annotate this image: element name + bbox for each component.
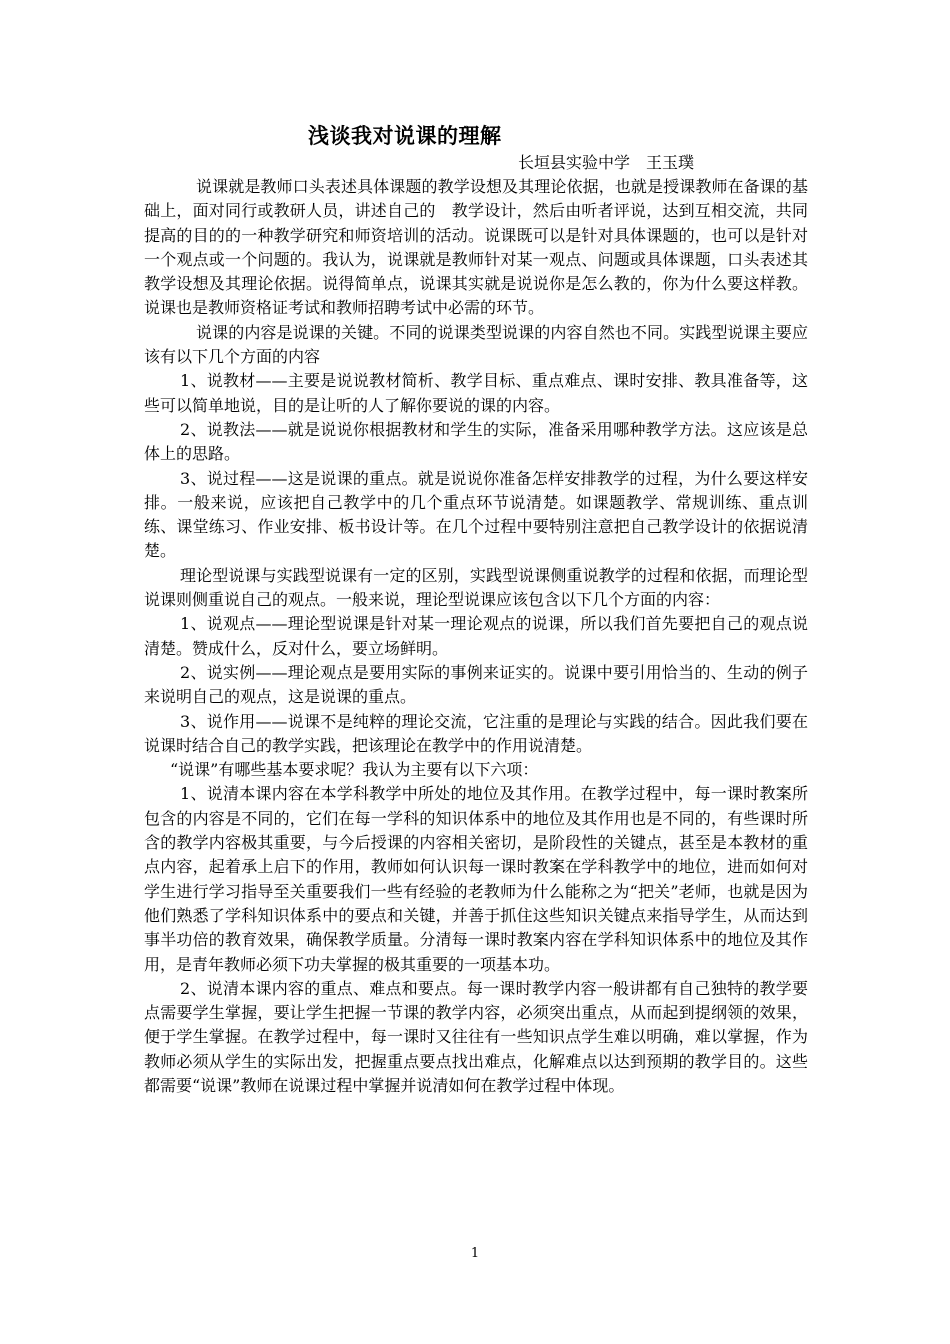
page-title: 浅谈我对说课的理解 (308, 123, 502, 148)
paragraph: 1、说教材——主要是说说教材简析、教学目标、重点难点、课时安排、教具准备等，这些可以简单地说，目的是让听的人了解你要说的课的内容。 (144, 371, 808, 415)
paragraph: “说课”有哪些基本要求呢？我认为主要有以下六项： (170, 760, 539, 780)
paragraph: 理论型说课与实践型说课有一定的区别，实践型说课侧重说教学的过程和依据，而理论型说课则侧重说自己的观点。一般来说，理论型说课应该包含以下几个方面的内容： (144, 565, 808, 610)
paragraph: 2、说清本课内容的重点、难点和要点。每一课时教学内容一般讲都有自己独特的教学要点需要学生掌握，要让学生把握一节课的教学内容，必须突出重点，从而起到提纲领的效果，便于学生掌握。在教学过程中，每一课时又往往有一些知识点学生难以明确，难以掌握，作为教师必须从学生的实际出发，把握重点要点找出难点，化解难点以达到预期的教学目的。这些都需要“说课”教师在说课过程中掌握并说清如何在教学过程中体现。 (144, 978, 808, 1095)
page-number: 1 (470, 1246, 480, 1261)
paragraph: 3、说过程——这是说课的重点。就是说说你准备怎样安排教学的过程，为什么要这样安排。一般来说，应该把自己教学中的几个重点环节说清楚。如课题教学、常规训练、重点训练、课堂练习、作业安排、板书设计等。在几个过程中要特别注意把自己教学设计的依据说清楚。 (144, 468, 808, 561)
author-line: 长垣县实验中学 王玉璞 (518, 153, 695, 172)
document-body (144, 175, 808, 1098)
paragraph: 1、说清本课内容在本学科教学中所处的地位及其作用。在教学过程中，每一课时教案所包含的内容是不同的，它们在每一学科的知识体系中的地位及其作用也是不同的，有些课时所含的教学内容极其重要，与今后授课的内容相关密切，是阶段性的关键点，甚至是本教材的重点内容，起着承上启下的作用，教师如何认识每一课时教案在学科教学中的地位，进而如何对学生进行学习指导至关重要我们一些有经验的老教师为什么能称之为“把关”老师，也就是因为他们熟悉了学科知识体系中的要点和关键，并善于抓住这些知识关键点来指导学生，从而达到事半功倍的教育效果，确保教学质量。分清每一课时教案内容在学科知识体系中的地位及其作用，是青年教师必须下功夫掌握的极其重要的一项基本功。 (144, 784, 808, 974)
paragraph: 说课的内容是说课的关键。不同的说课类型说课的内容自然也不同。实践型说课主要应该有以下几个方面的内容 (144, 322, 808, 367)
paragraph: 1、说观点——理论型说课是针对某一理论观点的说课，所以我们首先要把自己的观点说清楚。赞成什么，反对什么，要立场鲜明。 (144, 614, 808, 658)
paragraph: 2、说实例——理论观点是要用实际的事例来证实的。说课中要引用恰当的、生动的例子来说明自己的观点，这是说课的重点。 (144, 662, 808, 707)
paragraph: 3、说作用——说课不是纯粹的理论交流，它注重的是理论与实践的结合。因此我们要在说课时结合自己的教学实践，把该理论在教学中的作用说清楚。 (144, 711, 808, 755)
paragraph: 说课就是教师口头表述具体课题的教学设想及其理论依据，也就是授课教师在备课的基础上，面对同行或教研人员，讲述自己的 教学设计，然后由听者评说，达到互相交流，共同提高的目的的一种教学研究和师资培训的活动。说课既可以是针对具体课题的，也可以是针对一个观点或一个问题的。我认为，说课就是教师针对某一观点、问题或具体课题，口头表述其教学设想及其理论依据。说得简单点，说课其实就是说说你是怎么教的，你为什么要这样教。说课也是教师资格证考试和教师招聘考试中必需的环节。 (144, 177, 808, 318)
paragraph: 2、说教法——就是说说你根据教材和学生的实际，准备采用哪种教学方法。这应该是总体上的思路。 (144, 419, 808, 464)
